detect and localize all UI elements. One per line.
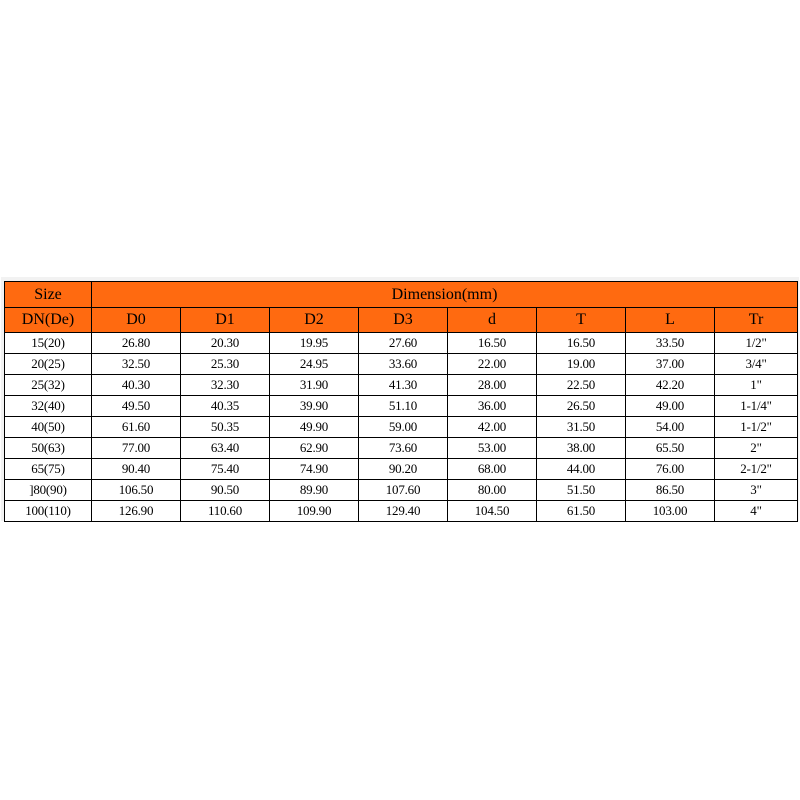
cell-tr: 1-1/2" <box>715 417 798 438</box>
cell-d1: 20.30 <box>181 333 270 354</box>
cell-d3: 41.30 <box>359 375 448 396</box>
cell-t: 26.50 <box>537 396 626 417</box>
cell-l: 37.00 <box>626 354 715 375</box>
table-row <box>5 480 798 501</box>
column-header-d1: D1 <box>181 308 270 333</box>
table-row <box>5 375 798 396</box>
cell-d3: 107.60 <box>359 480 448 501</box>
cell-d3: 129.40 <box>359 501 448 522</box>
size-cell: 100(110) <box>5 501 92 522</box>
cell-t: 44.00 <box>537 459 626 480</box>
cell-tr: 3/4" <box>715 354 798 375</box>
cell-t: 38.00 <box>537 438 626 459</box>
cell-tr: 4" <box>715 501 798 522</box>
table-row <box>5 396 798 417</box>
cell-d: 80.00 <box>448 480 537 501</box>
size-cell: 40(50) <box>5 417 92 438</box>
column-header-t: T <box>537 308 626 333</box>
header-row-top <box>5 282 798 308</box>
cell-d3: 27.60 <box>359 333 448 354</box>
cell-d2: 49.90 <box>270 417 359 438</box>
cell-d: 16.50 <box>448 333 537 354</box>
cell-d0: 90.40 <box>92 459 181 480</box>
size-header: Size <box>5 282 92 308</box>
cell-d2: 31.90 <box>270 375 359 396</box>
cell-tr: 1-1/4" <box>715 396 798 417</box>
table-row <box>5 438 798 459</box>
table-row <box>5 417 798 438</box>
cell-d2: 109.90 <box>270 501 359 522</box>
size-cell: 65(75) <box>5 459 92 480</box>
cell-t: 61.50 <box>537 501 626 522</box>
cell-d0: 126.90 <box>92 501 181 522</box>
size-cell: 32(40) <box>5 396 92 417</box>
cell-tr: 3" <box>715 480 798 501</box>
cell-t: 51.50 <box>537 480 626 501</box>
dimension-table <box>4 281 798 522</box>
cell-l: 42.20 <box>626 375 715 396</box>
cell-l: 54.00 <box>626 417 715 438</box>
column-header-tr: Tr <box>715 308 798 333</box>
cell-t: 22.50 <box>537 375 626 396</box>
cell-d2: 89.90 <box>270 480 359 501</box>
cell-tr: 2" <box>715 438 798 459</box>
table-row <box>5 459 798 480</box>
cell-d: 36.00 <box>448 396 537 417</box>
cell-d2: 62.90 <box>270 438 359 459</box>
cell-d3: 90.20 <box>359 459 448 480</box>
size-cell: 20(25) <box>5 354 92 375</box>
header-row-columns <box>5 308 798 333</box>
table-row <box>5 501 798 522</box>
size-cell: ]80(90) <box>5 480 92 501</box>
cell-d1: 75.40 <box>181 459 270 480</box>
cell-d1: 25.30 <box>181 354 270 375</box>
cell-d0: 32.50 <box>92 354 181 375</box>
column-header-d0: D0 <box>92 308 181 333</box>
cell-d3: 51.10 <box>359 396 448 417</box>
cell-t: 19.00 <box>537 354 626 375</box>
cell-l: 103.00 <box>626 501 715 522</box>
cell-d2: 24.95 <box>270 354 359 375</box>
cell-l: 33.50 <box>626 333 715 354</box>
cell-d3: 33.60 <box>359 354 448 375</box>
cell-tr: 1/2" <box>715 333 798 354</box>
cell-l: 65.50 <box>626 438 715 459</box>
size-cell: 15(20) <box>5 333 92 354</box>
size-cell: 50(63) <box>5 438 92 459</box>
table-body <box>5 333 798 522</box>
cell-tr: 1" <box>715 375 798 396</box>
cell-d: 42.00 <box>448 417 537 438</box>
table-row <box>5 354 798 375</box>
dn-header: DN(De) <box>5 308 92 333</box>
cell-d: 53.00 <box>448 438 537 459</box>
cell-d1: 110.60 <box>181 501 270 522</box>
cell-d: 68.00 <box>448 459 537 480</box>
cell-d1: 90.50 <box>181 480 270 501</box>
cell-d0: 40.30 <box>92 375 181 396</box>
cell-d0: 77.00 <box>92 438 181 459</box>
cell-t: 16.50 <box>537 333 626 354</box>
cell-l: 86.50 <box>626 480 715 501</box>
cell-d: 22.00 <box>448 354 537 375</box>
cell-d2: 39.90 <box>270 396 359 417</box>
cell-d: 28.00 <box>448 375 537 396</box>
cell-d0: 61.60 <box>92 417 181 438</box>
table-row <box>5 333 798 354</box>
cell-d1: 50.35 <box>181 417 270 438</box>
column-header-d: d <box>448 308 537 333</box>
cell-tr: 2-1/2" <box>715 459 798 480</box>
cell-l: 49.00 <box>626 396 715 417</box>
cell-t: 31.50 <box>537 417 626 438</box>
column-header-d2: D2 <box>270 308 359 333</box>
size-cell: 25(32) <box>5 375 92 396</box>
cell-d0: 49.50 <box>92 396 181 417</box>
cell-d2: 74.90 <box>270 459 359 480</box>
column-header-l: L <box>626 308 715 333</box>
column-header-d3: D3 <box>359 308 448 333</box>
cell-d3: 73.60 <box>359 438 448 459</box>
cell-d3: 59.00 <box>359 417 448 438</box>
cell-d1: 32.30 <box>181 375 270 396</box>
cell-d1: 63.40 <box>181 438 270 459</box>
cell-d0: 106.50 <box>92 480 181 501</box>
cell-l: 76.00 <box>626 459 715 480</box>
cell-d2: 19.95 <box>270 333 359 354</box>
cell-d1: 40.35 <box>181 396 270 417</box>
cell-d0: 26.80 <box>92 333 181 354</box>
dimension-header: Dimension(mm) <box>92 282 798 308</box>
cell-d: 104.50 <box>448 501 537 522</box>
